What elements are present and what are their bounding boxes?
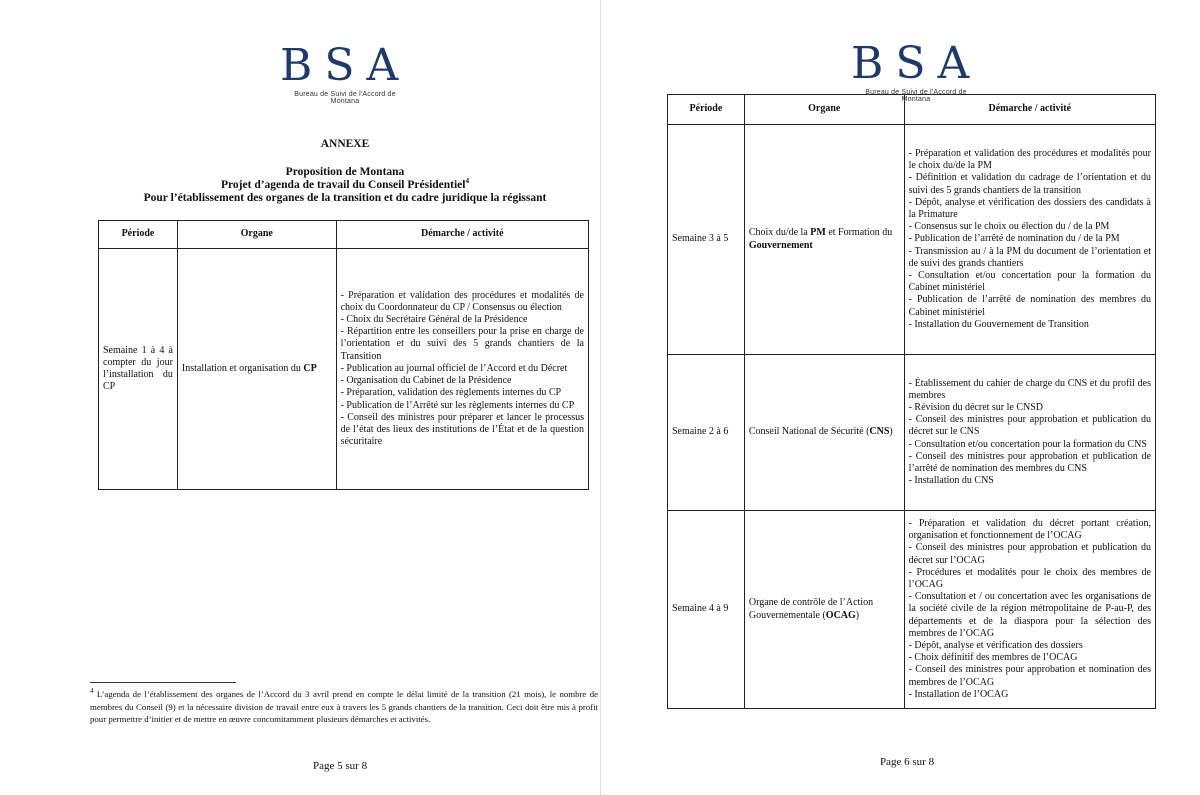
activity-step: - Procédures et modalités pour le choix des membres de l’OCAG: [908, 566, 1151, 590]
activity-step: - Préparation, validation des règlements internes du CP: [340, 387, 562, 399]
organ-text: ): [855, 609, 860, 621]
activity-step: - Dépôt, analyse et vérification des dossiers: [908, 640, 1083, 651]
activity-step: - Révision du décret sur le CNSD: [908, 401, 1044, 413]
logo-mark: BSA: [851, 38, 982, 89]
activity-step: - Consultation et / ou concertation avec les organisations de la société civile de la région métropolitaine de P-au-P, des départements et de la diaspora pour la sélection des membres de l’OCAG: [908, 591, 1151, 639]
organ-text: ): [889, 426, 893, 438]
footnote: [90, 688, 598, 726]
activity-step: - Installation de l’OCAG: [908, 688, 1009, 700]
activity-step: - Organisation du Cabinet de la Présidence: [340, 375, 512, 387]
header-organ: Organe: [177, 221, 336, 249]
header-activity: Démarche / activité: [904, 95, 1155, 125]
activity-step: - Conseil des ministres pour préparer et lancer le processus de l’état des lieux des institutions de l’État et de la question sécuritaire: [340, 411, 584, 448]
bsa-logo: [280, 40, 411, 105]
activity-step: - Choix du Secrétaire Général de la Présidence: [340, 314, 528, 326]
period-cell: Semaine 4 à 9: [668, 511, 745, 709]
footnote-ref: 4: [465, 177, 469, 186]
activity-step: - Choix définitif des membres de l’OCAG: [908, 652, 1078, 664]
organ-code: Gouvernement: [748, 239, 813, 251]
table-header-row: [668, 95, 1156, 125]
footnote-number: 4: [90, 687, 94, 696]
activity-cell: [904, 511, 1155, 709]
header-period: Période: [668, 95, 745, 125]
table-row: [668, 511, 1156, 709]
organ-text: Organe de contrôle de l’Action Gouvernementale (: [748, 597, 874, 621]
document-subtitle: [80, 179, 610, 192]
header-period: Période: [99, 221, 178, 249]
activity-step: - Conseil des ministres pour approbation et nomination des membres de l’OCAG: [908, 664, 1151, 688]
activity-step: - Établissement du cahier de charge du CNS et du profil des membres: [908, 377, 1151, 401]
activity-step: - Conseil des ministres pour approbation et publication du décret sur le CNS: [908, 414, 1151, 438]
document-title: Proposition de Montana: [285, 166, 405, 178]
activity-step: - Préparation et validation du décret portant création, organisation et fonctionnement de l’OCAG: [908, 517, 1151, 542]
annex-label: ANNEXE: [320, 138, 370, 150]
activity-step: - Consultation et/ou concertation pour la formation du CNS: [908, 438, 1147, 450]
activity-step: - Conseil des ministres pour approbation et publication de l’arrêté de nomination des membres du CNS: [908, 450, 1151, 474]
activity-step: - Installation du Gouvernement de Transition: [908, 318, 1089, 330]
activity-step: - Publication de l’arrêté de nomination des membres du Cabinet ministériel: [908, 294, 1151, 318]
agenda-table: [98, 220, 589, 490]
table-row: [668, 355, 1156, 511]
logo-subtitle: Bureau de Suivi de l'Accord de Montana: [865, 89, 967, 103]
activity-step: - Installation du CNS: [908, 475, 994, 487]
organ-cell: [177, 249, 336, 490]
organ-text: Conseil National de Sécurité (: [748, 426, 870, 438]
organ-code: CNS: [869, 426, 890, 438]
organ-cell: [744, 125, 904, 355]
period-cell: Semaine 3 à 5: [668, 125, 745, 355]
agenda-table: [667, 94, 1156, 709]
page-number: Page 6 sur 8: [880, 756, 935, 768]
organ-code: CP: [303, 362, 317, 374]
activity-step: - Publication de l’arrêté de nomination du / de la PM: [908, 233, 1120, 245]
activity-step: - Publication au journal officiel de l’Accord et du Décret: [340, 362, 568, 374]
activity-cell: [904, 125, 1155, 355]
activity-step: - Consensus sur le choix ou élection du / de la PM: [908, 221, 1110, 233]
footnote-divider: [90, 682, 236, 683]
table-header-row: [99, 221, 589, 249]
document-page-6: [600, 0, 1200, 795]
activity-cell: [336, 249, 588, 490]
footnote-text: L’agenda de l’établissement des organes de l’Accord du 3 avril prend en compte le délai limité de la transition (21 mois), le nombre de membres du Conseil (9) et la nécessaire division de travail entre eux à travers les 5 grands chantiers de la transition. Ceci doit être mis à profit pour permettre d’initier et de mettre en œuvre concomitamment plusieurs démarches et activités.: [90, 689, 598, 724]
subtitle-text: Projet d’agenda de travail du Conseil Présidentiel: [221, 179, 466, 191]
activity-step: - Publication de l’Arrêté sur les règlements internes du CP: [340, 399, 575, 411]
activity-step: - Préparation et validation des procédures et modalités pour le choix du/de la PM: [908, 147, 1151, 172]
logo-subtitle: Bureau de Suivi de l'Accord de Montana: [294, 91, 396, 105]
activity-step: - Définition et validation du cadrage de l’orientation et du suivi des 5 grands chantiers de la transition: [908, 172, 1151, 196]
table-row: [668, 125, 1156, 355]
period-cell: Semaine 2 à 6: [668, 355, 745, 511]
activity-step: - Répartition entre les conseillers pour la prise en charge de l’orientation et du suivi des 5 grands chantiers de la Transition: [340, 326, 584, 362]
organ-text: Choix du/de la: [748, 227, 811, 239]
activity-step: - Dépôt, analyse et vérification des dossiers des candidats à la Primature: [908, 196, 1151, 220]
header-organ: Organe: [744, 95, 904, 125]
activity-step: - Transmission au / à la PM du document de l’orientation et de suivi des grands chantiers: [908, 245, 1151, 269]
page-number: Page 5 sur 8: [313, 760, 368, 772]
activity-step: - Consultation et/ou concertation pour la formation du Cabinet ministériel: [908, 270, 1151, 294]
logo-mark: BSA: [280, 40, 411, 91]
organ-code: PM: [810, 227, 826, 239]
period-cell: Semaine 1 à 4 à compter du jour l’installation du CP: [99, 249, 178, 490]
organ-text: et Formation du: [825, 227, 893, 239]
document-subtitle-2: Pour l’établissement des organes de la transition et du cadre juridique la régissant: [143, 192, 547, 204]
activity-cell: [904, 355, 1155, 511]
organ-cell: [744, 511, 904, 709]
organ-text: Installation et organisation du: [181, 362, 304, 374]
activity-step: - Préparation et validation des procédures et modalités de choix du Coordonnateur du CP / Consensus ou élection: [340, 289, 584, 313]
organ-code: OCAG: [825, 609, 856, 621]
activity-step: - Conseil des ministres pour approbation et publication du décret sur l’OCAG: [908, 542, 1151, 566]
header-activity: Démarche / activité: [336, 221, 588, 249]
table-row: [99, 249, 589, 490]
organ-cell: [744, 355, 904, 511]
